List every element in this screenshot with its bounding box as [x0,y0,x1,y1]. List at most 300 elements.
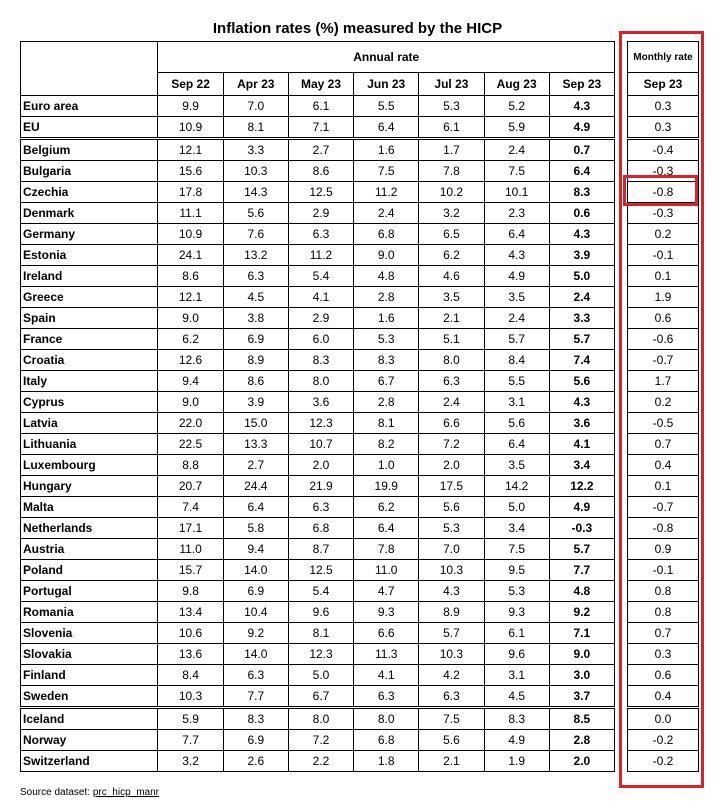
rate-cell: 2.8 [354,287,419,308]
rate-cell: 3.9 [549,245,614,266]
rate-cell: 6.1 [288,96,353,117]
rate-cell: 6.6 [419,413,484,434]
rate-cell: 17.5 [419,476,484,497]
rate-cell: 10.1 [484,182,549,203]
rate-cell: 0.7 [549,139,614,161]
monthly-rate-cell: -0.7 [628,497,699,518]
rate-cell: 3.6 [288,392,353,413]
table-title: Inflation rates (%) measured by the HICP [212,20,503,37]
rate-cell: 8.6 [158,266,223,287]
monthly-rate-cell: -0.4 [628,139,699,161]
table-row [21,329,615,350]
rate-cell: 8.3 [484,708,549,730]
rate-cell: 10.6 [158,623,223,644]
rate-cell: 2.4 [484,139,549,161]
rate-cell: 2.8 [354,392,419,413]
monthly-rate-cell: -0.8 [628,518,699,539]
country-header [21,42,158,96]
monthly-row [628,730,699,751]
monthly-rate-table [627,41,699,772]
rate-cell: 3.1 [484,665,549,686]
rate-cell: 15.6 [158,161,223,182]
rate-cell: 10.3 [419,644,484,665]
country-name: Czechia [21,182,158,203]
rate-cell: 1.6 [354,308,419,329]
rate-cell: 2.4 [549,287,614,308]
rate-cell: 6.6 [354,623,419,644]
monthly-rate-cell: -0.2 [628,751,699,772]
table-row [21,708,615,730]
rate-cell: 17.1 [158,518,223,539]
rate-cell: 11.3 [354,644,419,665]
rate-cell: 5.3 [484,581,549,602]
rate-cell: 10.3 [223,161,288,182]
monthly-row [628,203,699,224]
rate-cell: 9.0 [158,392,223,413]
rate-cell: 7.6 [223,224,288,245]
rate-cell: 3.0 [549,665,614,686]
rate-cell: 5.6 [549,371,614,392]
monthly-rate-cell: 1.7 [628,371,699,392]
monthly-rate-cell: 0.7 [628,623,699,644]
rate-cell: 2.0 [549,751,614,772]
table-row [21,182,615,203]
rate-cell: 6.3 [419,371,484,392]
monthly-rate-cell: -0.7 [628,350,699,371]
rate-cell: 6.9 [223,581,288,602]
table-row [21,455,615,476]
rate-cell: 4.5 [484,686,549,708]
rate-cell: 8.9 [419,602,484,623]
table-row [21,139,615,161]
rate-cell: 6.4 [354,117,419,139]
rate-cell: 8.9 [223,350,288,371]
monthly-rate-cell: 0.2 [628,224,699,245]
rate-cell: 2.6 [223,751,288,772]
monthly-row [628,455,699,476]
rate-cell: 12.5 [288,182,353,203]
rate-cell: 20.7 [158,476,223,497]
rate-cell: 7.4 [549,350,614,371]
country-name: Spain [21,308,158,329]
country-name: Slovenia [21,623,158,644]
table-row [21,350,615,371]
country-name: Slovakia [21,644,158,665]
country-name: Ireland [21,266,158,287]
rate-cell: 6.5 [419,224,484,245]
rate-cell: 7.0 [419,539,484,560]
monthly-rate-cell: -0.3 [628,203,699,224]
rate-cell: 2.4 [484,308,549,329]
rate-cell: 5.6 [419,497,484,518]
rate-cell: 4.1 [288,287,353,308]
table-row [21,224,615,245]
monthly-row [628,350,699,371]
monthly-rate-cell: -0.1 [628,560,699,581]
country-name: Luxembourg [21,455,158,476]
rate-cell: 6.9 [223,329,288,350]
country-name: Germany [21,224,158,245]
rate-cell: 12.1 [158,139,223,161]
rate-cell: 7.4 [158,497,223,518]
rate-cell: 7.1 [288,117,353,139]
rate-cell: 5.1 [419,329,484,350]
rate-cell: 7.7 [158,730,223,751]
monthly-row [628,224,699,245]
rate-cell: 4.3 [484,245,549,266]
rate-cell: 24.1 [158,245,223,266]
monthly-rate-cell: -0.2 [628,730,699,751]
country-name: Sweden [21,686,158,708]
country-name: Latvia [21,413,158,434]
rate-cell: 5.5 [354,96,419,117]
annual-rate-table [20,41,615,772]
country-name: Austria [21,539,158,560]
column-header: Sep 22 [158,73,223,96]
rate-cell: 7.8 [354,539,419,560]
rate-cell: 4.9 [549,117,614,139]
rate-cell: 2.4 [419,392,484,413]
rate-cell: 4.8 [549,581,614,602]
rate-cell: 7.8 [419,161,484,182]
rate-cell: 10.3 [419,560,484,581]
rate-cell: 8.6 [223,371,288,392]
country-name: Euro area [21,96,158,117]
monthly-rate-cell: 0.0 [628,708,699,730]
rate-cell: 4.9 [484,266,549,287]
country-name: Estonia [21,245,158,266]
rate-cell: 5.3 [419,518,484,539]
rate-cell: 6.1 [484,623,549,644]
rate-cell: 5.0 [549,266,614,287]
source-note [20,787,159,798]
table-row [21,203,615,224]
rate-cell: 14.0 [223,560,288,581]
rate-cell: 3.5 [419,287,484,308]
rate-cell: 8.4 [158,665,223,686]
rate-cell: 8.7 [288,539,353,560]
rate-cell: 2.1 [419,308,484,329]
rate-cell: 21.9 [288,476,353,497]
rate-cell: 5.8 [223,518,288,539]
rate-cell: 1.8 [354,751,419,772]
rate-cell: 11.0 [354,560,419,581]
rate-cell: 5.9 [484,117,549,139]
table-row [21,96,615,117]
table-row [21,434,615,455]
monthly-rate-cell: 0.3 [628,96,699,117]
table-row [21,581,615,602]
monthly-rate-cell: 0.1 [628,266,699,287]
rate-cell: 5.6 [419,730,484,751]
rate-cell: 8.5 [549,708,614,730]
rate-cell: 10.9 [158,224,223,245]
monthly-column-header: Sep 23 [628,73,699,96]
rate-cell: 22.0 [158,413,223,434]
rate-cell: 5.4 [288,581,353,602]
monthly-row [628,686,699,708]
rate-cell: 4.3 [549,96,614,117]
rate-cell: 6.4 [223,497,288,518]
rate-cell: 6.8 [354,730,419,751]
table-row [21,751,615,772]
rate-cell: 3.9 [223,392,288,413]
country-name: France [21,329,158,350]
table-row [21,245,615,266]
rate-cell: 5.7 [549,539,614,560]
rate-cell: 6.7 [354,371,419,392]
rate-cell: 1.9 [484,751,549,772]
rate-cell: 9.5 [484,560,549,581]
rate-cell: 7.5 [419,708,484,730]
rate-cell: 12.3 [288,413,353,434]
rate-cell: 5.7 [419,623,484,644]
rate-cell: 2.0 [288,455,353,476]
monthly-row [628,371,699,392]
monthly-rate-cell: -0.6 [628,329,699,350]
monthly-rate-cell: 0.7 [628,434,699,455]
rate-cell: 6.3 [419,686,484,708]
rate-cell: 6.3 [288,224,353,245]
table-row [21,518,615,539]
rate-cell: 9.4 [158,371,223,392]
monthly-row [628,392,699,413]
country-name: Hungary [21,476,158,497]
rate-cell: 3.1 [484,392,549,413]
rate-cell: 4.6 [419,266,484,287]
monthly-row [628,434,699,455]
rate-cell: 6.9 [223,730,288,751]
rate-cell: 24.4 [223,476,288,497]
rate-cell: 2.8 [549,730,614,751]
rate-cell: 17.8 [158,182,223,203]
table-row [21,161,615,182]
rate-cell: 5.2 [484,96,549,117]
rate-cell: 9.4 [223,539,288,560]
rate-cell: 12.6 [158,350,223,371]
rate-cell: 3.8 [223,308,288,329]
monthly-row [628,308,699,329]
monthly-row [628,329,699,350]
rate-cell: 5.7 [549,329,614,350]
rate-cell: 9.3 [484,602,549,623]
monthly-rate-cell: 0.4 [628,455,699,476]
rate-cell: 9.0 [354,245,419,266]
country-name: Netherlands [21,518,158,539]
column-header: Jun 23 [354,73,419,96]
rate-cell: 14.3 [223,182,288,203]
rate-cell: 6.2 [419,245,484,266]
rate-cell: 2.0 [419,455,484,476]
table-row [21,117,615,139]
monthly-rate-cell: 0.4 [628,686,699,708]
monthly-rate-cell: 0.8 [628,602,699,623]
rate-cell: 6.8 [354,224,419,245]
rate-cell: 8.0 [288,371,353,392]
monthly-rate-cell: 0.3 [628,117,699,139]
table-row [21,371,615,392]
rate-cell: 3.2 [158,751,223,772]
monthly-rate-cell: -0.8 [628,182,699,203]
rate-cell: 8.0 [354,708,419,730]
monthly-row [628,266,699,287]
rate-cell: 15.0 [223,413,288,434]
country-name: Lithuania [21,434,158,455]
monthly-row [628,96,699,117]
monthly-row [628,161,699,182]
country-name: Cyprus [21,392,158,413]
country-name: Belgium [21,139,158,161]
monthly-row [628,623,699,644]
rate-cell: 11.0 [158,539,223,560]
rate-cell: 10.7 [288,434,353,455]
rate-cell: 5.6 [484,413,549,434]
table-row [21,730,615,751]
table-row [21,623,615,644]
rate-cell: 8.3 [288,350,353,371]
rate-cell: 8.0 [419,350,484,371]
rate-cell: 9.2 [223,623,288,644]
country-name: Finland [21,665,158,686]
rate-cell: -0.3 [549,518,614,539]
rate-cell: 9.8 [158,581,223,602]
rate-cell: 6.4 [549,161,614,182]
rate-cell: 15.7 [158,560,223,581]
monthly-row [628,139,699,161]
country-name: Romania [21,602,158,623]
rate-cell: 4.5 [223,287,288,308]
monthly-row [628,665,699,686]
rate-cell: 3.2 [419,203,484,224]
rate-cell: 2.4 [354,203,419,224]
rate-cell: 11.2 [288,245,353,266]
table-row [21,602,615,623]
rate-cell: 10.9 [158,117,223,139]
rate-cell: 22.5 [158,434,223,455]
country-name: EU [21,117,158,139]
rate-cell: 13.2 [223,245,288,266]
table-row [21,665,615,686]
rate-cell: 8.1 [223,117,288,139]
rate-cell: 6.3 [223,665,288,686]
rate-cell: 14.0 [223,644,288,665]
rate-cell: 5.9 [158,708,223,730]
rate-cell: 7.5 [484,161,549,182]
country-name: Iceland [21,708,158,730]
country-name: Croatia [21,350,158,371]
rate-cell: 12.1 [158,287,223,308]
rate-cell: 8.4 [484,350,549,371]
rate-cell: 7.5 [484,539,549,560]
column-header: Sep 23 [549,73,614,96]
annual-rate-header: Annual rate [158,42,615,73]
monthly-row [628,751,699,772]
monthly-row [628,644,699,665]
monthly-row [628,581,699,602]
rate-cell: 9.6 [288,602,353,623]
country-name: Greece [21,287,158,308]
rate-cell: 6.3 [223,266,288,287]
monthly-rate-cell: 0.6 [628,665,699,686]
rate-cell: 8.1 [288,623,353,644]
rate-cell: 2.7 [223,455,288,476]
monthly-row [628,117,699,139]
rate-cell: 4.9 [549,497,614,518]
rate-cell: 1.0 [354,455,419,476]
column-header: May 23 [288,73,353,96]
rate-cell: 9.9 [158,96,223,117]
rate-cell: 3.5 [484,455,549,476]
rate-cell: 19.9 [354,476,419,497]
source-label: Source dataset: [20,787,93,798]
rate-cell: 5.5 [484,371,549,392]
rate-cell: 10.4 [223,602,288,623]
rate-cell: 7.2 [419,434,484,455]
rate-cell: 8.6 [288,161,353,182]
monthly-row [628,539,699,560]
rate-cell: 3.7 [549,686,614,708]
country-name: Bulgaria [21,161,158,182]
monthly-rate-cell: 0.9 [628,539,699,560]
rate-cell: 4.8 [354,266,419,287]
country-name: Poland [21,560,158,581]
table-row [21,392,615,413]
monthly-row [628,476,699,497]
rate-cell: 5.3 [419,96,484,117]
monthly-rate-cell: 0.2 [628,392,699,413]
country-name: Italy [21,371,158,392]
monthly-row [628,708,699,730]
monthly-rate-cell: 0.1 [628,476,699,497]
rate-cell: 11.2 [354,182,419,203]
column-header: Jul 23 [419,73,484,96]
monthly-rate-header: Monthly rate [628,42,699,73]
rate-cell: 3.3 [223,139,288,161]
monthly-rate-cell: -0.5 [628,413,699,434]
rate-cell: 4.3 [549,224,614,245]
table-row [21,413,615,434]
rate-cell: 7.7 [223,686,288,708]
rate-cell: 8.2 [354,434,419,455]
monthly-rate-cell: -0.1 [628,245,699,266]
rate-cell: 8.3 [549,182,614,203]
rate-cell: 6.3 [354,686,419,708]
rate-cell: 6.4 [484,434,549,455]
monthly-row [628,413,699,434]
monthly-row [628,287,699,308]
rate-cell: 7.5 [354,161,419,182]
rate-cell: 3.6 [549,413,614,434]
rate-cell: 0.6 [549,203,614,224]
source-dataset-link[interactable]: prc_hicp_manr [92,787,159,798]
rate-cell: 5.0 [484,497,549,518]
rate-cell: 5.7 [484,329,549,350]
rate-cell: 10.2 [419,182,484,203]
rate-cell: 9.3 [354,602,419,623]
rate-cell: 8.3 [354,350,419,371]
country-name: Switzerland [21,751,158,772]
rate-cell: 9.6 [484,644,549,665]
country-name: Malta [21,497,158,518]
rate-cell: 2.1 [419,751,484,772]
rate-cell: 8.1 [354,413,419,434]
rate-cell: 10.3 [158,686,223,708]
rate-cell: 2.9 [288,203,353,224]
rate-cell: 2.3 [484,203,549,224]
rate-cell: 4.1 [354,665,419,686]
monthly-row [628,560,699,581]
rate-cell: 6.4 [484,224,549,245]
